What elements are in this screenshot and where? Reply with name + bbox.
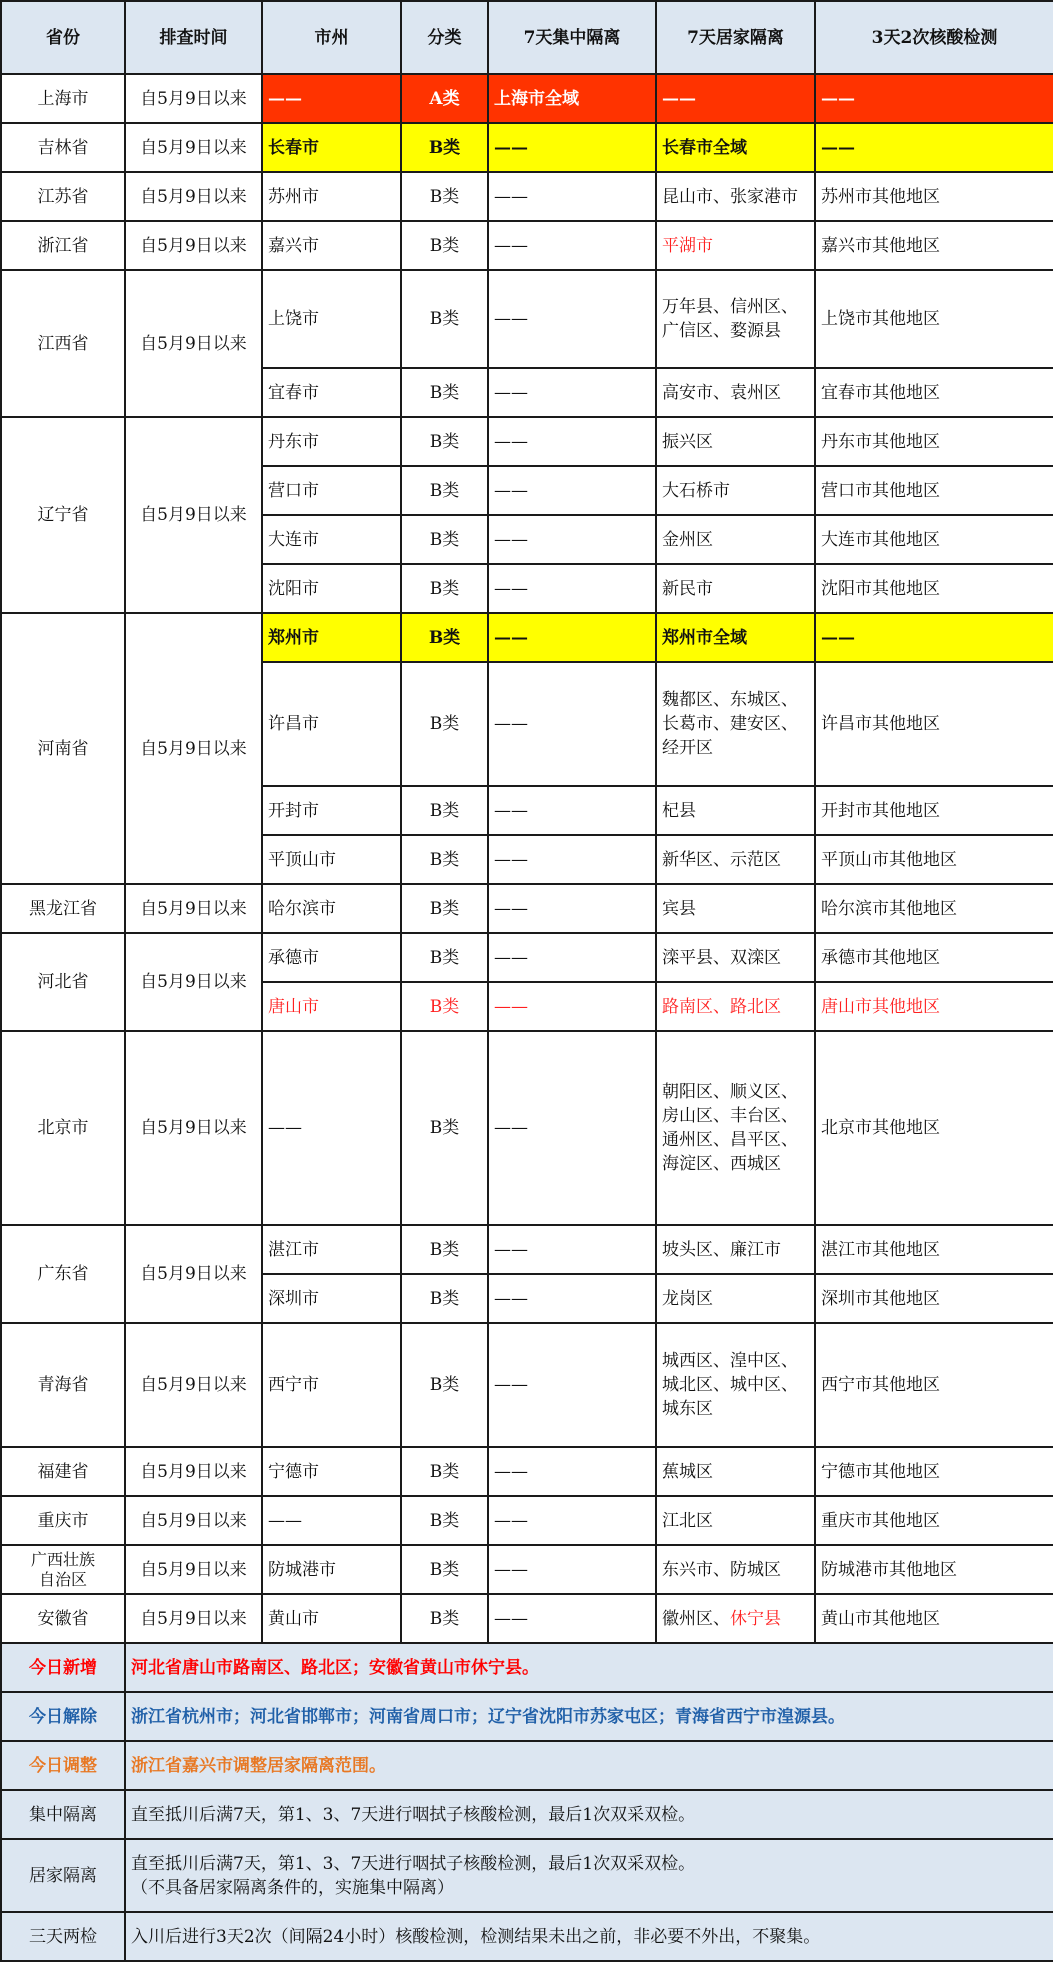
header-province: 省份: [1, 1, 125, 74]
table-row: [1, 933, 1053, 982]
home-cell: 城西区、湟中区、城北区、城中区、城东区: [656, 1323, 815, 1447]
test-cell: ——: [815, 74, 1053, 123]
city-cell: 营口市: [262, 466, 401, 515]
home-cell: 平湖市: [656, 221, 815, 270]
test-cell: 许昌市其他地区: [815, 662, 1053, 786]
central-cell: ——: [488, 1496, 656, 1545]
category-cell: B类: [401, 1496, 488, 1545]
city-cell: ——: [262, 74, 401, 123]
home-cell: 杞县: [656, 786, 815, 835]
table-row: [1, 1323, 1053, 1447]
home-cell: 朝阳区、顺义区、房山区、丰台区、通州区、昌平区、海淀区、西城区: [656, 1031, 815, 1225]
test-cell: 湛江市其他地区: [815, 1225, 1053, 1274]
home-cell: 振兴区: [656, 417, 815, 466]
time-cell: 自5月9日以来: [125, 123, 262, 172]
central-cell: ——: [488, 1447, 656, 1496]
test-cell: ——: [815, 123, 1053, 172]
central-cell: ——: [488, 1594, 656, 1643]
test-cell: 大连市其他地区: [815, 515, 1053, 564]
city-cell: 承德市: [262, 933, 401, 982]
test-cell: 承德市其他地区: [815, 933, 1053, 982]
central-cell: ——: [488, 662, 656, 786]
today-lifted-label: 今日解除: [1, 1692, 125, 1741]
test-cell: 丹东市其他地区: [815, 417, 1053, 466]
test-cell: 黄山市其他地区: [815, 1594, 1053, 1643]
central-cell: ——: [488, 884, 656, 933]
city-cell: 平顶山市: [262, 835, 401, 884]
province-cell: 浙江省: [1, 221, 125, 270]
test-cell: 重庆市其他地区: [815, 1496, 1053, 1545]
category-cell: B类: [401, 270, 488, 368]
home-cell: 万年县、信州区、广信区、婺源县: [656, 270, 815, 368]
category-cell: B类: [401, 221, 488, 270]
category-cell: A类: [401, 74, 488, 123]
table-row: [1, 1447, 1053, 1496]
city-cell: ——: [262, 1031, 401, 1225]
central-cell: ——: [488, 466, 656, 515]
central-cell: ——: [488, 786, 656, 835]
test-cell: 北京市其他地区: [815, 1031, 1053, 1225]
time-cell: 自5月9日以来: [125, 884, 262, 933]
table-row: [1, 74, 1053, 123]
home-isolation-note: （不具备居家隔离条件的，实施集中隔离）: [131, 1877, 454, 1898]
central-isolation-label: 集中隔离: [1, 1790, 125, 1839]
province-line-1: 广西壮族: [30, 1549, 95, 1569]
central-cell: ——: [488, 1545, 656, 1594]
category-cell: B类: [401, 368, 488, 417]
central-cell: ——: [488, 982, 656, 1031]
time-cell: 自5月9日以来: [125, 172, 262, 221]
time-cell: 自5月9日以来: [125, 417, 262, 613]
category-cell: B类: [401, 1545, 488, 1594]
three-day-test-text: 入川后进行3天2次（间隔24小时）核酸检测，检测结果未出之前，非必要不外出，不聚集。: [125, 1912, 1053, 1961]
city-cell: 黄山市: [262, 1594, 401, 1643]
test-cell: 沈阳市其他地区: [815, 564, 1053, 613]
test-cell: ——: [815, 613, 1053, 662]
city-cell: 湛江市: [262, 1225, 401, 1274]
category-cell: B类: [401, 1594, 488, 1643]
province-cell: 江西省: [1, 270, 125, 417]
category-cell: B类: [401, 662, 488, 786]
home-cell: 大石桥市: [656, 466, 815, 515]
city-cell: 苏州市: [262, 172, 401, 221]
time-cell: 自5月9日以来: [125, 1323, 262, 1447]
central-cell: ——: [488, 564, 656, 613]
province-cell: 河北省: [1, 933, 125, 1031]
province-cell: 北京市: [1, 1031, 125, 1225]
home-cell: 江北区: [656, 1496, 815, 1545]
city-cell: 西宁市: [262, 1323, 401, 1447]
category-cell: B类: [401, 1323, 488, 1447]
category-cell: B类: [401, 1274, 488, 1323]
table-row: [1, 1225, 1053, 1274]
province-cell: 黑龙江省: [1, 884, 125, 933]
today-adjusted-label: 今日调整: [1, 1741, 125, 1790]
province-cell: 重庆市: [1, 1496, 125, 1545]
home-cell: 宾县: [656, 884, 815, 933]
home-cell: 郑州市全域: [656, 613, 815, 662]
central-cell: ——: [488, 515, 656, 564]
home-isolation-label: 居家隔离: [1, 1839, 125, 1912]
central-cell: ——: [488, 172, 656, 221]
city-cell: 丹东市: [262, 417, 401, 466]
central-cell: 上海市全域: [488, 74, 656, 123]
city-cell: 唐山市: [262, 982, 401, 1031]
city-cell: 宜春市: [262, 368, 401, 417]
city-cell: 沈阳市: [262, 564, 401, 613]
table-row: [1, 613, 1053, 662]
category-cell: B类: [401, 123, 488, 172]
central-cell: ——: [488, 613, 656, 662]
province-cell: 吉林省: [1, 123, 125, 172]
province-cell: 江苏省: [1, 172, 125, 221]
header-home-isolation: 7天居家隔离: [656, 1, 815, 74]
test-cell: 上饶市其他地区: [815, 270, 1053, 368]
time-cell: 自5月9日以来: [125, 613, 262, 884]
test-cell: 开封市其他地区: [815, 786, 1053, 835]
home-isolation-cell: [125, 1839, 1053, 1912]
city-cell: 上饶市: [262, 270, 401, 368]
central-cell: ——: [488, 835, 656, 884]
home-cell: 滦平县、双滦区: [656, 933, 815, 982]
central-cell: ——: [488, 221, 656, 270]
home-cell: 蕉城区: [656, 1447, 815, 1496]
central-cell: ——: [488, 1323, 656, 1447]
home-cell: 长春市全域: [656, 123, 815, 172]
time-cell: 自5月9日以来: [125, 1031, 262, 1225]
city-cell: 郑州市: [262, 613, 401, 662]
city-cell: 大连市: [262, 515, 401, 564]
home-cell: 路南区、路北区: [656, 982, 815, 1031]
today-new-label: 今日新增: [1, 1643, 125, 1692]
header-nucleic-test: 3天2次核酸检测: [815, 1, 1053, 74]
table-row: [1, 123, 1053, 172]
central-cell: ——: [488, 1031, 656, 1225]
test-cell: 哈尔滨市其他地区: [815, 884, 1053, 933]
central-cell: ——: [488, 1225, 656, 1274]
province-cell: 辽宁省: [1, 417, 125, 613]
time-cell: 自5月9日以来: [125, 1545, 262, 1594]
central-isolation-row: [1, 1790, 1053, 1839]
category-cell: B类: [401, 884, 488, 933]
category-cell: B类: [401, 515, 488, 564]
today-adjusted-text: 浙江省嘉兴市调整居家隔离范围。: [125, 1741, 1053, 1790]
home-cell: 魏都区、东城区、长葛市、建安区、经开区: [656, 662, 815, 786]
time-cell: 自5月9日以来: [125, 933, 262, 1031]
header-time: 排查时间: [125, 1, 262, 74]
central-cell: ——: [488, 933, 656, 982]
test-cell: 深圳市其他地区: [815, 1274, 1053, 1323]
home-part-b: 休宁县: [730, 1608, 781, 1629]
table-row: [1, 1496, 1053, 1545]
test-cell: 宁德市其他地区: [815, 1447, 1053, 1496]
home-cell: 坡头区、廉江市: [656, 1225, 815, 1274]
time-cell: 自5月9日以来: [125, 1447, 262, 1496]
category-cell: B类: [401, 1225, 488, 1274]
province-cell: 上海市: [1, 74, 125, 123]
category-cell: B类: [401, 982, 488, 1031]
time-cell: 自5月9日以来: [125, 1496, 262, 1545]
home-isolation-row: [1, 1839, 1053, 1912]
category-cell: B类: [401, 933, 488, 982]
category-cell: B类: [401, 564, 488, 613]
category-cell: B类: [401, 172, 488, 221]
home-cell: 新民市: [656, 564, 815, 613]
central-isolation-text: 直至抵川后满7天，第1、3、7天进行咽拭子核酸检测，最后1次双采双检。: [125, 1790, 1053, 1839]
home-isolation-text: 直至抵川后满7天，第1、3、7天进行咽拭子核酸检测，最后1次双采双检。: [131, 1853, 696, 1874]
header-central-isolation: 7天集中隔离: [488, 1, 656, 74]
today-lifted-text: 浙江省杭州市；河北省邯郸市；河南省周口市；辽宁省沈阳市苏家屯区；青海省西宁市湟源县。: [125, 1692, 1053, 1741]
test-cell: 唐山市其他地区: [815, 982, 1053, 1031]
category-cell: B类: [401, 417, 488, 466]
home-cell: 东兴市、防城区: [656, 1545, 815, 1594]
today-new-text: 河北省唐山市路南区、路北区；安徽省黄山市休宁县。: [125, 1643, 1053, 1692]
time-cell: 自5月9日以来: [125, 221, 262, 270]
province-cell: 福建省: [1, 1447, 125, 1496]
province-cell: 青海省: [1, 1323, 125, 1447]
city-cell: 开封市: [262, 786, 401, 835]
home-cell: 新华区、示范区: [656, 835, 815, 884]
city-cell: 防城港市: [262, 1545, 401, 1594]
table-row: [1, 270, 1053, 368]
central-cell: ——: [488, 368, 656, 417]
table-row: [1, 417, 1053, 466]
three-day-test-label: 三天两检: [1, 1912, 125, 1961]
category-cell: B类: [401, 835, 488, 884]
city-cell: 嘉兴市: [262, 221, 401, 270]
central-cell: ——: [488, 123, 656, 172]
city-cell: ——: [262, 1496, 401, 1545]
home-part-a: 徽州区、: [662, 1608, 730, 1629]
home-cell: [656, 1594, 815, 1643]
home-cell: 高安市、袁州区: [656, 368, 815, 417]
province-cell: 安徽省: [1, 1594, 125, 1643]
table-row: [1, 1031, 1053, 1225]
city-cell: 哈尔滨市: [262, 884, 401, 933]
test-cell: 平顶山市其他地区: [815, 835, 1053, 884]
central-cell: ——: [488, 1274, 656, 1323]
time-cell: 自5月9日以来: [125, 1225, 262, 1323]
province-cell: 广东省: [1, 1225, 125, 1323]
test-cell: 营口市其他地区: [815, 466, 1053, 515]
city-cell: 长春市: [262, 123, 401, 172]
header-row: [1, 1, 1053, 74]
table-row: [1, 1594, 1053, 1643]
province-cell: [1, 1545, 125, 1594]
table-row: [1, 1545, 1053, 1594]
table-row: [1, 221, 1053, 270]
city-cell: 许昌市: [262, 662, 401, 786]
test-cell: 防城港市其他地区: [815, 1545, 1053, 1594]
home-cell: ——: [656, 74, 815, 123]
time-cell: 自5月9日以来: [125, 1594, 262, 1643]
time-cell: 自5月9日以来: [125, 74, 262, 123]
category-cell: B类: [401, 613, 488, 662]
time-cell: 自5月9日以来: [125, 270, 262, 417]
today-lifted-row: [1, 1692, 1053, 1741]
category-cell: B类: [401, 466, 488, 515]
category-cell: B类: [401, 786, 488, 835]
home-cell: 昆山市、张家港市: [656, 172, 815, 221]
central-cell: ——: [488, 270, 656, 368]
test-cell: 宜春市其他地区: [815, 368, 1053, 417]
category-cell: B类: [401, 1031, 488, 1225]
city-cell: 深圳市: [262, 1274, 401, 1323]
central-cell: ——: [488, 417, 656, 466]
table-row: [1, 172, 1053, 221]
today-adjusted-row: [1, 1741, 1053, 1790]
province-cell: 河南省: [1, 613, 125, 884]
today-new-row: [1, 1643, 1053, 1692]
home-cell: 金州区: [656, 515, 815, 564]
test-cell: 嘉兴市其他地区: [815, 221, 1053, 270]
three-day-test-row: [1, 1912, 1053, 1961]
home-cell: 龙岗区: [656, 1274, 815, 1323]
province-line-2: 自治区: [38, 1569, 87, 1589]
header-city: 市州: [262, 1, 401, 74]
city-cell: 宁德市: [262, 1447, 401, 1496]
header-category: 分类: [401, 1, 488, 74]
category-cell: B类: [401, 1447, 488, 1496]
table-row: [1, 884, 1053, 933]
test-cell: 苏州市其他地区: [815, 172, 1053, 221]
test-cell: 西宁市其他地区: [815, 1323, 1053, 1447]
